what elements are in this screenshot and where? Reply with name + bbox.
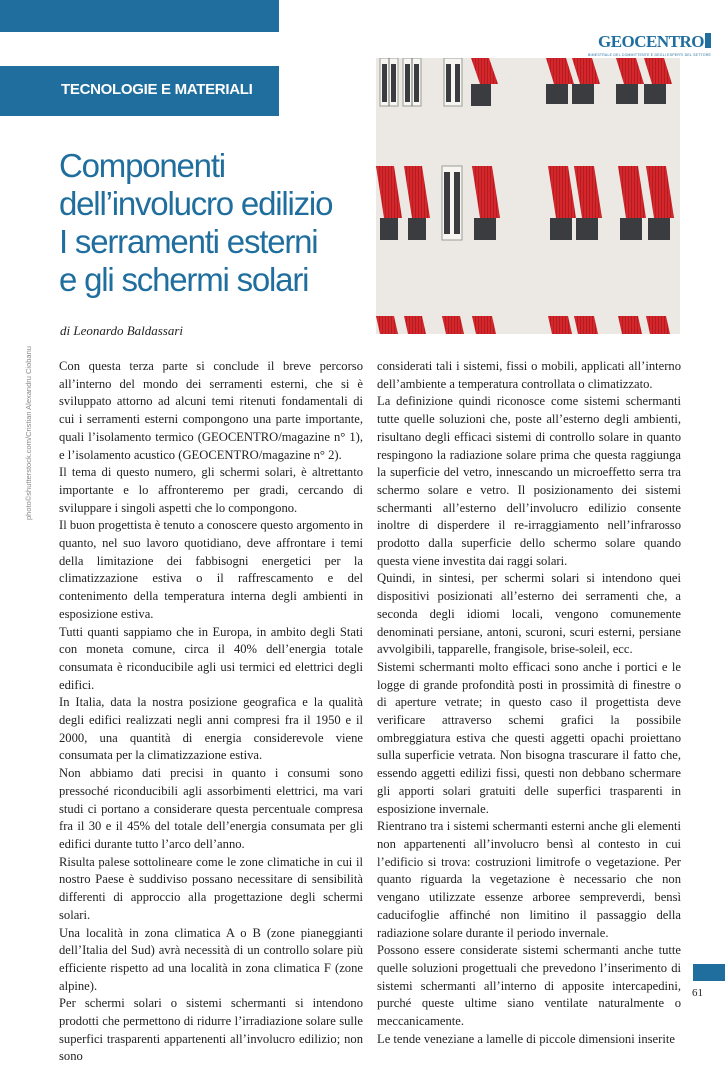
paragraph: Per schermi solari o sistemi schermanti si intendono prodotti che permettono di ridurre l’irradiazione solare sulle superfici trasparenti appartenenti all’involucro edilizio; non sono xyxy=(59,996,363,1064)
logo-subtitle: BIMESTRALE DEL COMMITTENTE E DEGLI ESPERTI DEL SETTORE xyxy=(587,53,711,57)
title-line: e gli schermi solari xyxy=(59,261,309,298)
paragraph: Il buon progettista è tenuto a conoscere questo argomento in quanto, nel suo lavoro quotidiano, deve affrontare i temi della limitazione dei fabbisogni energetici per la climatizzazione estiva o il raffrescamento e del contenimento della temperatura interna degli ambienti in esposizione estiva. xyxy=(59,518,363,621)
paragraph: Il tema di questo numero, gli schermi solari, è altrettanto importante e lo affronteremo per gradi, cercando di sviluppare i singoli aspetti che lo compongono. xyxy=(59,465,363,515)
paragraph: In Italia, data la nostra posizione geografica e la qualità degli edifici realizzati negli anni compresi fra il 1950 e il 2000, una quantità di energia considerevole viene consumata per la climatizzazione estiva. xyxy=(59,695,363,763)
paragraph: Sistemi schermanti molto efficaci sono anche i portici e le logge di grande profondità posti in prossimità di finestre o di aperture vetrate; in questo caso il progettista deve verificare attraverso schemi grafici la possibile ombreggiatura estiva che questi aggetti opachi proiettano sulla superficie vetrata. Non bisogna trascurare il fatto che, essendo aggetti edilizi fissi, questi non debbano schermare gli apporti solari gratuiti delle superfici trasparenti in esposizione invernale. xyxy=(377,659,681,816)
red-awning xyxy=(548,316,572,334)
paragraph: Non abbiamo dati precisi in quanto i consumi sono pressoché riconducibili agli assorbimenti elettrici, ma vari studi ci portano a considerare questa percentuale compresa fra il 30 e il 45% del totale dell’energia consumata per gli edifici durante tutto l’arco dell’anno. xyxy=(59,766,363,851)
top-color-bar xyxy=(0,0,279,32)
paragraph: Con questa terza parte si conclude il breve percorso all’interno del mondo dei serramenti esterni, che si è sviluppato attorno ad alcuni temi ritenuti fondamentali di cui i serramenti esterni compongono una parte importante, quali l’isolamento termico (GEOCENTRO/magazine n° 1), e l’isolamento acustico (GEOCENTRO/magazine n° 2). xyxy=(59,359,363,462)
title-line: Componenti xyxy=(59,147,225,184)
page-number: 61 xyxy=(692,987,703,999)
photo-credit: photo©shutterstock.com/Cristian Alexandru Ciobanu xyxy=(24,346,33,520)
logo-tab xyxy=(705,33,711,48)
paragraph: considerati tali i sistemi, fissi o mobili, applicati all’interno dell’ambiente a temperatura controllata o climatizzato. xyxy=(377,359,681,391)
paragraph: Le tende veneziane a lamelle di piccole dimensioni inserite xyxy=(377,1031,675,1046)
paragraph: Quindi, in sintesi, per schermi solari si intendono quei dispositivi posizionati all’esterno dei serramenti che, a seconda degli idiomi locali, vengono comunemente denominati persiane, antoni, scuroni, scuri esterni, persiane avvolgibili, tapparelle, frangisole, brise-soleil, ecc. xyxy=(377,571,681,657)
logo-wordmark: GEOCENTRO xyxy=(597,32,704,51)
paragraph: Rientrano tra i sistemi schermanti esterni anche gli elementi non appartenenti all’involucro bensì al contesto in cui l’edificio si trova: costruzioni limitrofe o vegetazione. Per quanto riguarda la vegetazione è necessario che non vengano utilizzate essenze arboree sempreverdi, bensì caducifoglie affinché non limitino il passaggio della radiazione solare durante il periodo invernale. xyxy=(377,819,681,940)
section-title: TECNOLOGIE E MATERIALI xyxy=(61,81,253,98)
red-awning xyxy=(646,316,670,334)
text-column-left xyxy=(59,358,363,1066)
paragraph: Risulta palese sottolineare come le zone climatiche in cui il nostro Paese è suddiviso possano necessitare di sensibilità differenti di approccio alla progettazione degli schermi solari. xyxy=(59,854,363,922)
paragraph: La definizione quindi riconosce come sistemi schermanti tutte quelle soluzioni che, poste all’esterno degli ambienti, risultano degli efficaci sistemi di controllo solare in quanto respingono la radiazione solare prima che questa raggiunga la superficie del vetro, innescando un microeffetto serra tra schermo solare e vetro. Il posizionamento dei sistemi schermanti all’esterno dell’involucro edilizio consente inoltre di disperdere il re-irraggiamento nell’infrarosso prodotto dalla superficie dello schermo solare quando questa viene investita dai raggi solari. xyxy=(377,394,681,568)
page-tab xyxy=(693,964,725,981)
red-awning xyxy=(618,316,642,334)
article-title xyxy=(59,147,369,299)
paragraph: Possono essere considerate sistemi schermanti anche tutte quelle soluzioni progettuali che prevedono l’inserimento di sistemi schermanti all’interno di apposite intercapedini, purché queste ultime siano ventilate naturalmente o meccanicamente. xyxy=(377,943,681,1029)
title-line: I serramenti esterni xyxy=(59,223,318,260)
magazine-logo xyxy=(588,33,711,57)
facade-photo xyxy=(376,58,680,334)
title-line: dell’involucro edilizio xyxy=(59,185,333,222)
article-author: di Leonardo Baldassari xyxy=(60,323,184,338)
text-column-right xyxy=(377,358,681,1048)
paragraph: Tutti quanti sappiamo che in Europa, in ambito degli Stati con moneta comune, circa il 40% dell’energia totale consumata è riconducibile agli usi termici ed elettrici degli edifici. xyxy=(59,624,363,692)
paragraph: Una località in zona climatica A o B (zone pianeggianti dell’Italia del Sud) avrà necessità di un controllo solare più efficiente rispetto ad una località in zona climatica F (zone alpine). xyxy=(59,925,363,993)
red-awning xyxy=(574,316,598,334)
red-awning xyxy=(472,316,496,334)
